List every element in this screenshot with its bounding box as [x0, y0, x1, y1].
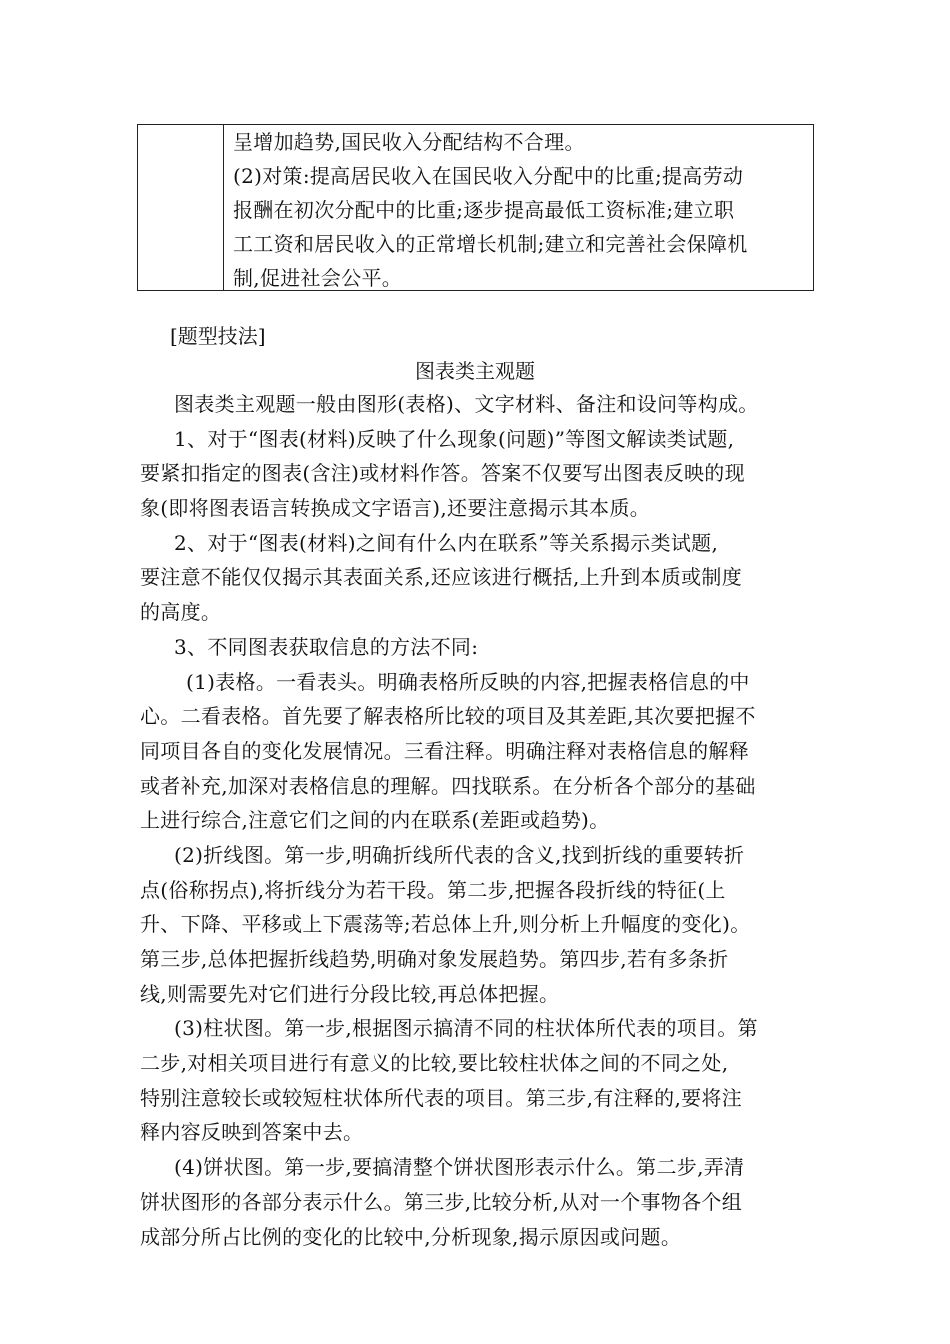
paragraph-line: 升、下降、平移或上下震荡等;若总体上升,则分析上升幅度的变化)。 [140, 912, 751, 937]
paragraph-line: 上进行综合,注意它们之间的内在联系(差距或趋势)。 [140, 808, 610, 833]
paragraph-line: 释内容反映到答案中去。 [140, 1120, 364, 1145]
paragraph-line: (1)表格。一看表头。明确表格所反映的内容,把握表格信息的中 [186, 669, 750, 694]
paragraph-line: 或者补充,加深对表格信息的理解。四找联系。在分析各个部分的基础 [140, 773, 756, 798]
paragraph-line: 心。二看表格。首先要了解表格所比较的项目及其差距,其次要把握不 [140, 704, 756, 729]
paragraph-line: 2、对于“图表(材料)之间有什么内在联系”等关系揭示类试题, [174, 530, 719, 555]
paragraph-line: 点(俗称拐点),将折线分为若干段。第二步,把握各段折线的特征(上 [140, 877, 726, 902]
paragraph-line: 要紧扣指定的图表(含注)或材料作答。答案不仅要写出图表反映的现 [140, 461, 745, 486]
paragraph-line: 二步,对相关项目进行有意义的比较,要比较柱状体之间的不同之处, [140, 1051, 729, 1076]
paragraph-line: 线,则需要先对它们进行分段比较,再总体把握。 [140, 981, 560, 1006]
paragraph-line: (4)饼状图。第一步,要搞清整个饼状图形表示什么。第二步,弄清 [174, 1155, 745, 1180]
paragraph-line: 要注意不能仅仅揭示其表面关系,还应该进行概括,上升到本质或制度 [140, 565, 743, 590]
table-right-cell [224, 125, 813, 290]
body-text [140, 387, 820, 1254]
answer-table-fragment [137, 124, 814, 291]
paragraph-line: 象(即将图表语言转换成文字语言),还要注意揭示其本质。 [140, 496, 651, 521]
section-label: [题型技法] [170, 324, 266, 348]
paragraph-line: 3、不同图表获取信息的方法不同: [174, 634, 479, 659]
paragraph-line: 第三步,总体把握折线趋势,明确对象发展趋势。第四步,若有多条折 [140, 947, 729, 971]
table-line: 呈增加趋势,国民收入分配结构不合理。 [233, 130, 585, 154]
table-line: (2)对策:提高居民收入在国民收入分配中的比重;提高劳动 [233, 164, 744, 188]
table-line: 制,促进社会公平。 [233, 266, 403, 290]
paragraph-line: 图表类主观题一般由图形(表格)、文字材料、备注和设问等构成。 [174, 392, 759, 416]
paragraph-line: 成部分所占比例的变化的比较中,分析现象,揭示原因或问题。 [140, 1224, 682, 1249]
paragraph-line: 的高度。 [140, 600, 222, 625]
table-line: 工工资和居民收入的正常增长机制;建立和完善社会保障机 [233, 232, 748, 256]
paragraph-line: 同项目各自的变化发展情况。三看注释。明确注释对表格信息的解释 [140, 738, 749, 763]
paragraph-line: 饼状图形的各部分表示什么。第三步,比较分析,从对一个事物各个组 [140, 1189, 743, 1214]
paragraph-line: 特别注意较长或较短柱状体所代表的项目。第三步,有注释的,要将注 [140, 1085, 743, 1110]
paragraph-line: (3)柱状图。第一步,根据图示搞清不同的柱状体所代表的项目。第 [174, 1016, 758, 1041]
section-title: 图表类主观题 [415, 359, 535, 383]
table-left-cell [138, 125, 224, 290]
paragraph-line: (2)折线图。第一步,明确折线所代表的含义,找到折线的重要转折 [174, 842, 745, 867]
table-line: 报酬在初次分配中的比重;逐步提高最低工资标准;建立职 [233, 198, 735, 222]
paragraph-line: 1、对于“图表(材料)反映了什么现象(问题)”等图文解读类试题, [174, 426, 735, 451]
